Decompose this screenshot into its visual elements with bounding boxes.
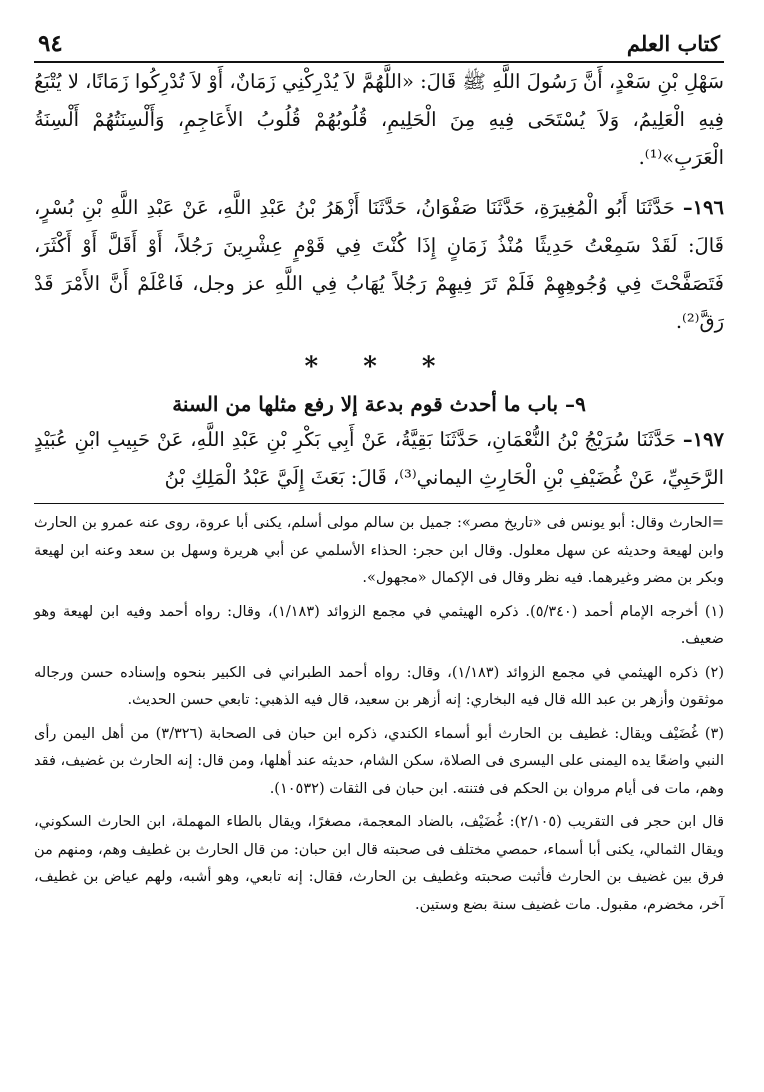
- hadith-196: [34, 189, 724, 341]
- hadith-195-continuation: سَهْلِ بْنِ سَعْدٍ، أَنَّ رَسُولَ اللَّهِ ﷺ قَالَ: «اللَّهُمَّ لاَ يُدْرِكْنِي زَمَانٌ، أَوْ لاَ تُدْرِكُوا زَمَانًا، لا يُتْبَعُ فِيهِ الْعَلِيمُ، وَلاَ يُسْتَحَى فِيهِ مِنَ الْحَلِيمِ، قُلُوبُهُمْ قُلُوبُ الأَعَاجِمِ، وَأَلْسِنَتُهُمْ أَلْسِنَةُ الْعَرَبِ»⁽¹⁾.: [34, 70, 724, 169]
- hadith-text: حَدَّثَنَا أَبُو الْمُغِيرَةِ، حَدَّثَنَا صَفْوَانُ، حَدَّثَنَا أَزْهَرُ بْنُ عَبْدِ اللَّهِ، عَنْ عَبْدِ اللَّهِ بْنِ بُسْرٍ، قَالَ: لَقَدْ سَمِعْتُ حَدِيثًا مُنْذُ زَمَانٍ إِذَا كُنْتَ فِي قَوْمٍ عِشْرِينَ رَجُلاً، أَوْ أَقَلَّ أَوْ أَكْثَرَ، فَتَصَفَّحْتَ فِي وُجُوهِهِمْ فَلَمْ تَرَ فِيهِمْ رَجُلاً يُهَابُ فِي اللَّهِ عز وجل، فَاعْلَمْ أَنَّ الأَمْرَ قَدْ رَقَّ⁽²⁾.: [34, 196, 724, 333]
- page-header: [34, 30, 724, 63]
- page-number: ٩٤: [38, 30, 63, 57]
- footnote-1: (١) أخرجه الإمام أحمد (٥/٣٤٠). ذكره الهيثمي في مجمع الزوائد (١/١٨٣)، وقال: رواه أحمد وفيه ابن لهيعة وهو ضعيف.: [34, 603, 724, 647]
- book-title: كتاب العلم: [626, 31, 720, 56]
- section-separator: * * *: [304, 352, 454, 382]
- hadith-197: [34, 421, 724, 497]
- footnotes: [34, 510, 724, 919]
- main-text: [34, 63, 724, 497]
- footnote-divider: [34, 503, 724, 504]
- chapter-heading: ٩– باب ما أحدث قوم بدعة إلا رفع مثلها من السنة: [172, 392, 586, 416]
- footnote-continuation: =الحارث وقال: أبو يونس فى «تاريخ مصر»: جميل بن سالم مولى أسلم، يكنى أبا عروة، روى عنه عمرو بن الحارث وابن لهيعة وحديثه عن سهل معلول. وقال ابن حجر: الحذاء الأسلمي عن أبي هريرة وسهل بن سعد وعنه ابن لهيعة وبكر بن مضر وغيرهما. فيه نظر وقال فى الإكمال «مجهول».: [34, 515, 724, 586]
- footnote-3: (٣) غُضَيْف ويقال: غطيف بن الحارث أبو أسماء الكندي، ذكره ابن حبان فى الصحابة (٣/٣٢٦) من أهل اليمن رأى النبي واضعًا يده اليمنى على اليسرى فى الصلاة، سكن الشام، حديثه عند أهلها، ومن قال: إنه الحارث بن غضيف، فقد وهم، مات فى أيام مروان بن الحكم فى فتنته. ابن حبان فى الثقات (١٠٥٣٢).: [34, 725, 724, 797]
- hadith-text: حَدَّثَنَا سُرَيْجُ بْنُ النُّعْمَانِ، حَدَّثَنَا بَقِيَّةُ، عَنْ أَبِي بَكْرِ بْنِ عَبْدِ اللَّهِ، عَنْ حَبِيبِ ابْنِ عُبَيْدٍ الرَّحَبِيِّ، عَنْ غُضَيْفِ بْنِ الْحَارِثِ اليماني⁽³⁾، قَالَ: بَعَثَ إِلَيَّ عَبْدُ الْمَلِكِ بْنُ: [34, 428, 724, 489]
- hadith-number: ١٩٦–: [682, 196, 724, 219]
- hadith-number: ١٩٧–: [682, 428, 724, 451]
- footnote-2: (٢) ذكره الهيثمي في مجمع الزوائد (١/١٨٣)، وقال: رواه أحمد الطبراني فى الكبير بنحوه وإسناده حسن ورجاله موثقون وأزهر بن عبد الله قال فيه البخاري: إنه أزهر بن سعيد، قال فيه الذهبي: تابعي حسن الحديث.: [34, 664, 724, 708]
- footnote-3-continued: قال ابن حجر فى التقريب (٢/١٠٥): غُضَيْف، بالضاد المعجمة، مصغرًا، ويقال بالطاء المهملة، ابن الحارث السكوني، ويقال الثمالي، يكنى أبا أسماء، حمصي مختلف فى صحبته قال ابن حبان: من قال الحارث بن غطيف وهم، ومنهم من فرق بين غضيف بن الحارث فأثبت صحبته وغطيف بن الحارث، فقال: إنه تابعي، وهو أشبه، ولهم عياض بن غطيف، آخر، مخضرم، مقبول. مات غضيف سنة بضع وستين.: [34, 814, 724, 913]
